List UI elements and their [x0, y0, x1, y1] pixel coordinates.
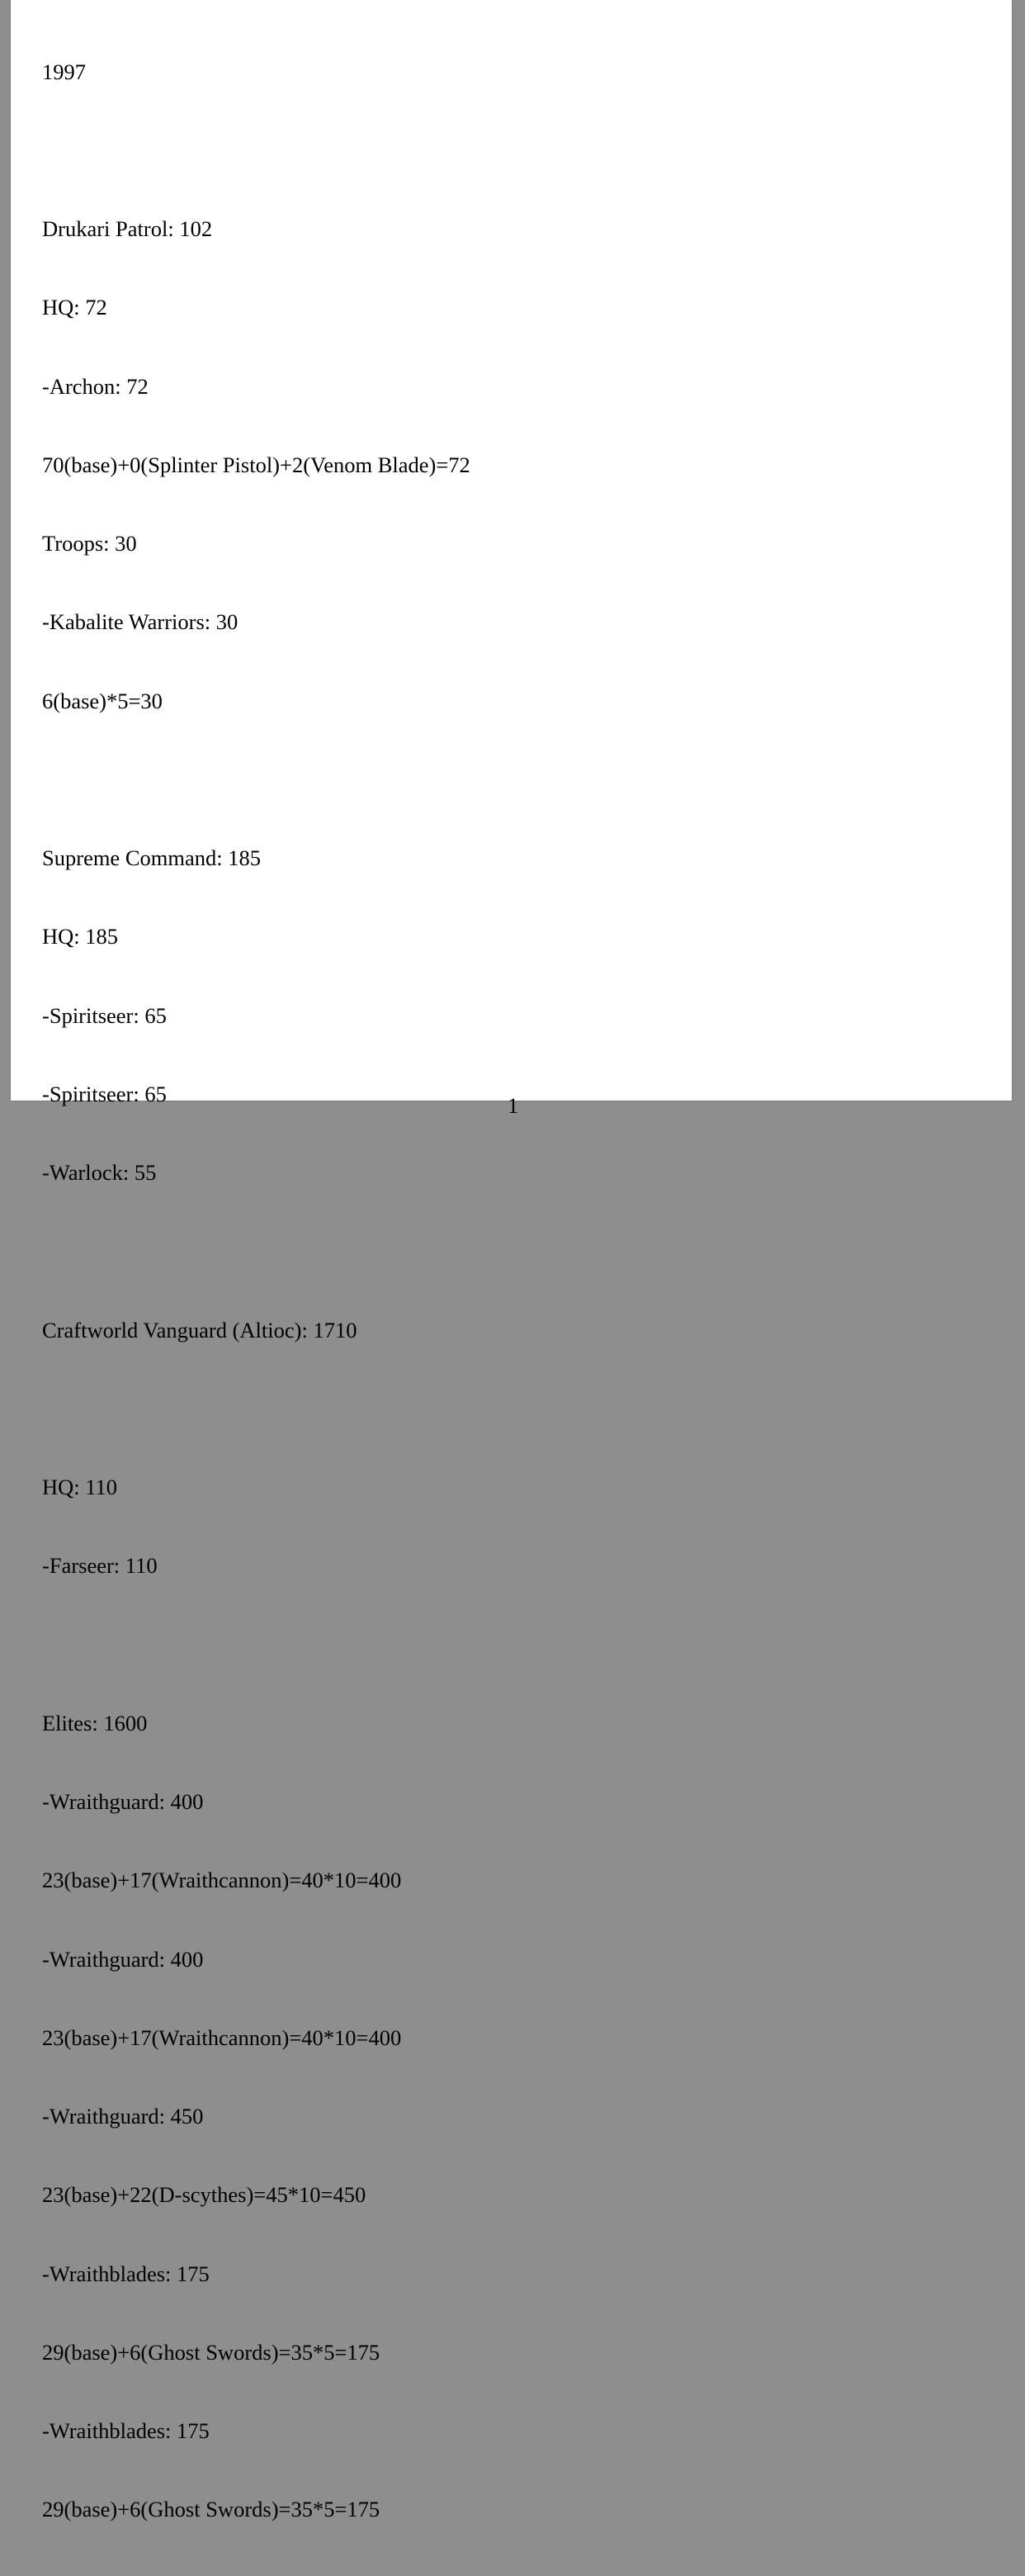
text-line: 23(base)+17(Wraithcannon)=40*10=400: [42, 1868, 402, 1893]
text-line: [42, 767, 470, 793]
text-line: Troops: 30: [42, 531, 137, 556]
text-line: [42, 1396, 470, 1423]
document-text: [42, 7, 470, 2576]
text-line: 29(base)+6(Ghost Swords)=35*5=175: [42, 2339, 380, 2365]
text-line: -Spiritseer: 65: [42, 1081, 167, 1106]
text-line: HQ: 185: [42, 924, 119, 949]
text-line: Supreme Command: 185: [42, 845, 261, 870]
text-line: -Kabalite Warriors: 30: [42, 609, 239, 635]
text-line: Craftworld Vanguard (Altioc): 1710: [42, 1317, 357, 1342]
text-line: 23(base)+22(D-scythes)=45*10=450: [42, 2182, 366, 2208]
text-line: 23(base)+17(Wraithcannon)=40*10=400: [42, 2024, 402, 2050]
page-number: 1: [508, 1093, 519, 1118]
text-line: -Farseer: 110: [42, 1553, 158, 1579]
text-line: 1997: [42, 59, 86, 84]
text-line: -Spiritseer: 65: [42, 1002, 167, 1028]
text-line: -Wraithguard: 400: [42, 1946, 204, 1972]
text-line: 6(base)*5=30: [42, 688, 163, 713]
text-line: [42, 1632, 470, 1659]
text-line: -Wraithblades: 175: [42, 2261, 210, 2286]
text-line: -Warlock: 55: [42, 1160, 157, 1185]
text-line: -Wraithguard: 400: [42, 1789, 204, 1814]
text-line: Elites: 1600: [42, 1710, 148, 1735]
text-line: Drukari Patrol: 102: [42, 216, 213, 241]
text-line: HQ: 110: [42, 1475, 118, 1499]
text-line: [42, 1238, 470, 1265]
text-line: 29(base)+6(Ghost Swords)=35*5=175: [42, 2497, 380, 2522]
text-line: 70(base)+0(Splinter Pistol)+2(Venom Blade)=72: [42, 452, 470, 477]
document-page: [11, 0, 1012, 2522]
text-line: [42, 138, 470, 164]
text-line: -Archon: 72: [42, 373, 149, 399]
text-line: -Wraithguard: 450: [42, 2104, 204, 2129]
text-line: HQ: 72: [42, 295, 107, 320]
text-line: -Wraithblades: 175: [42, 2418, 210, 2443]
